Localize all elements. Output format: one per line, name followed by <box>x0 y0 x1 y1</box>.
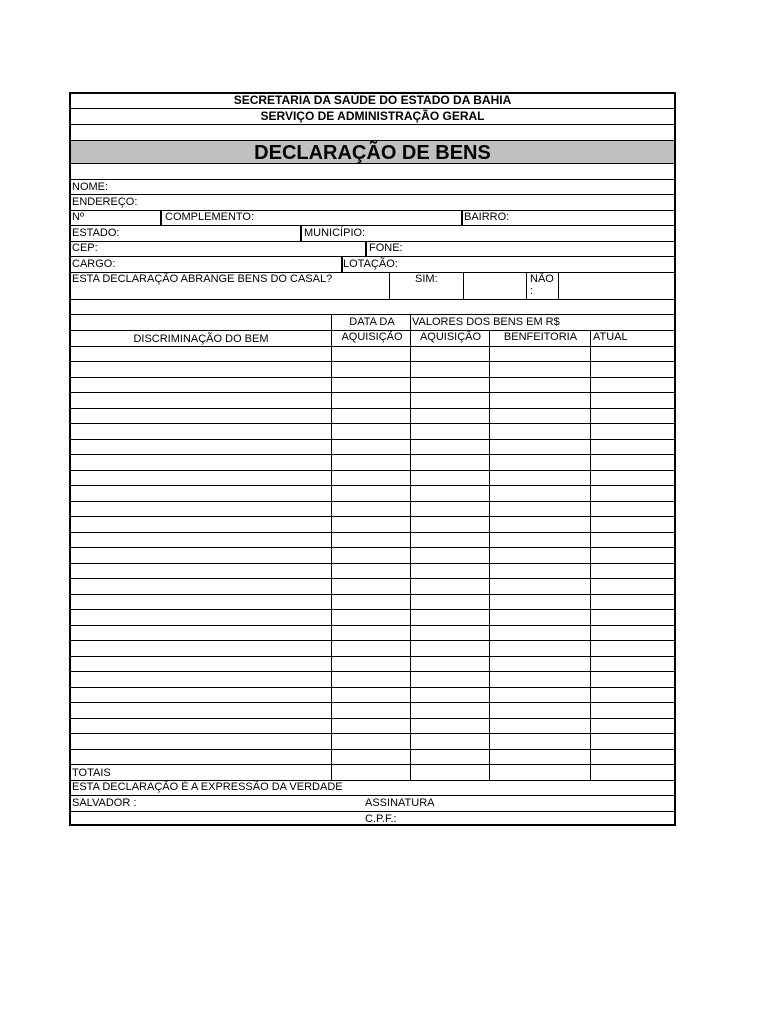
col-line <box>590 331 591 781</box>
table-row[interactable] <box>71 502 674 517</box>
col-line <box>410 315 411 781</box>
table-row[interactable] <box>71 626 674 641</box>
totais-row <box>71 765 674 781</box>
table-row[interactable] <box>71 393 674 408</box>
endereco-label: ENDEREÇO: <box>72 196 138 208</box>
table-row[interactable] <box>71 455 674 470</box>
table-row[interactable] <box>71 610 674 625</box>
casal-row <box>71 273 674 300</box>
col-atual: ATUAL <box>593 331 628 343</box>
title-band <box>71 140 674 164</box>
col-line <box>489 331 490 781</box>
nome-row[interactable] <box>71 180 674 195</box>
divider <box>558 273 559 300</box>
table-row[interactable] <box>71 486 674 501</box>
header-row-1 <box>71 94 674 109</box>
blank-row <box>71 125 674 140</box>
estado-row[interactable] <box>71 226 674 242</box>
col-valores: VALORES DOS BENS EM R$ <box>412 316 560 328</box>
table-row[interactable] <box>71 548 674 563</box>
table-row[interactable] <box>71 347 674 362</box>
table-row[interactable] <box>71 703 674 718</box>
municipio-label: MUNICÍPIO: <box>304 227 366 239</box>
divider <box>461 211 463 226</box>
table-row[interactable] <box>71 579 674 594</box>
nao-label: NÃO <box>530 273 554 285</box>
assinatura-label: ASSINATURA <box>365 797 435 809</box>
table-header-top <box>71 315 674 331</box>
col-data-top: DATA DA <box>349 316 395 328</box>
table-row[interactable] <box>71 378 674 393</box>
blank-row-2 <box>71 164 674 180</box>
nao-colon: : <box>530 285 534 297</box>
bairro-label: BAIRRO: <box>464 211 510 223</box>
blank-row-3 <box>71 300 674 315</box>
col-data-bottom: AQUISIÇÃO <box>341 331 403 343</box>
table-row[interactable] <box>71 734 674 749</box>
table-row[interactable] <box>71 688 674 703</box>
divider <box>463 273 464 300</box>
divider <box>160 211 162 226</box>
divider <box>365 242 367 257</box>
sim-label: SIM: <box>415 273 438 285</box>
table-row[interactable] <box>71 672 674 687</box>
fone-label: FONE: <box>369 242 403 254</box>
col-line <box>331 315 332 781</box>
cargo-row[interactable] <box>71 257 674 273</box>
table-row[interactable] <box>71 564 674 579</box>
table-row[interactable] <box>71 362 674 377</box>
header-row-2 <box>71 109 674 125</box>
divider <box>526 273 527 300</box>
expressao-row <box>71 781 674 796</box>
numero-label: Nº <box>72 211 84 223</box>
col-aquisicao: AQUISIÇÃO <box>419 331 482 343</box>
col-discriminacao: DISCRIMINAÇÃO DO BEM <box>133 333 269 345</box>
table-row[interactable] <box>71 424 674 439</box>
table-row[interactable] <box>71 517 674 532</box>
header-secretaria: SECRETARIA DA SAÚDE DO ESTADO DA BAHIA <box>233 93 512 107</box>
table-header-bottom <box>71 331 674 347</box>
estado-label: ESTADO: <box>72 227 120 239</box>
nome-label: NOME: <box>72 181 109 193</box>
table-row[interactable] <box>71 750 674 765</box>
table-row[interactable] <box>71 409 674 424</box>
cargo-label: CARGO: <box>72 258 116 270</box>
divider <box>389 273 390 300</box>
table-row[interactable] <box>71 719 674 734</box>
totais-label: TOTAIS <box>72 767 111 779</box>
salvador-row[interactable] <box>71 796 674 812</box>
lotacao-label: LOTAÇÃO: <box>343 258 398 270</box>
table-row[interactable] <box>71 440 674 455</box>
divider <box>300 226 302 242</box>
table-row[interactable] <box>71 471 674 486</box>
declaracao-form <box>69 92 676 826</box>
numero-row[interactable] <box>71 211 674 226</box>
salvador-label: SALVADOR : <box>72 797 137 809</box>
cep-label: CEP: <box>72 242 98 254</box>
table-row[interactable] <box>71 657 674 672</box>
table-row[interactable] <box>71 641 674 656</box>
endereco-row[interactable] <box>71 195 674 211</box>
table-row[interactable] <box>71 533 674 548</box>
cpf-label: C.P.F.: <box>365 813 397 825</box>
page-title: DECLARAÇÃO DE BENS <box>254 142 491 164</box>
casal-question: ESTA DECLARAÇÃO ABRANGE BENS DO CASAL? <box>72 273 333 285</box>
expressao-label: ESTA DECLARAÇÃO É A EXPRESSÃO DA VERDADE <box>72 781 343 793</box>
cep-row[interactable] <box>71 242 674 257</box>
header-servico: SERVIÇO DE ADMINISTRAÇÃO GERAL <box>260 109 485 123</box>
complemento-label: COMPLEMENTO: <box>165 211 255 223</box>
cpf-row[interactable] <box>71 812 674 826</box>
table-row[interactable] <box>71 595 674 610</box>
col-benfeitoria: BENFEITORIA <box>503 331 578 343</box>
